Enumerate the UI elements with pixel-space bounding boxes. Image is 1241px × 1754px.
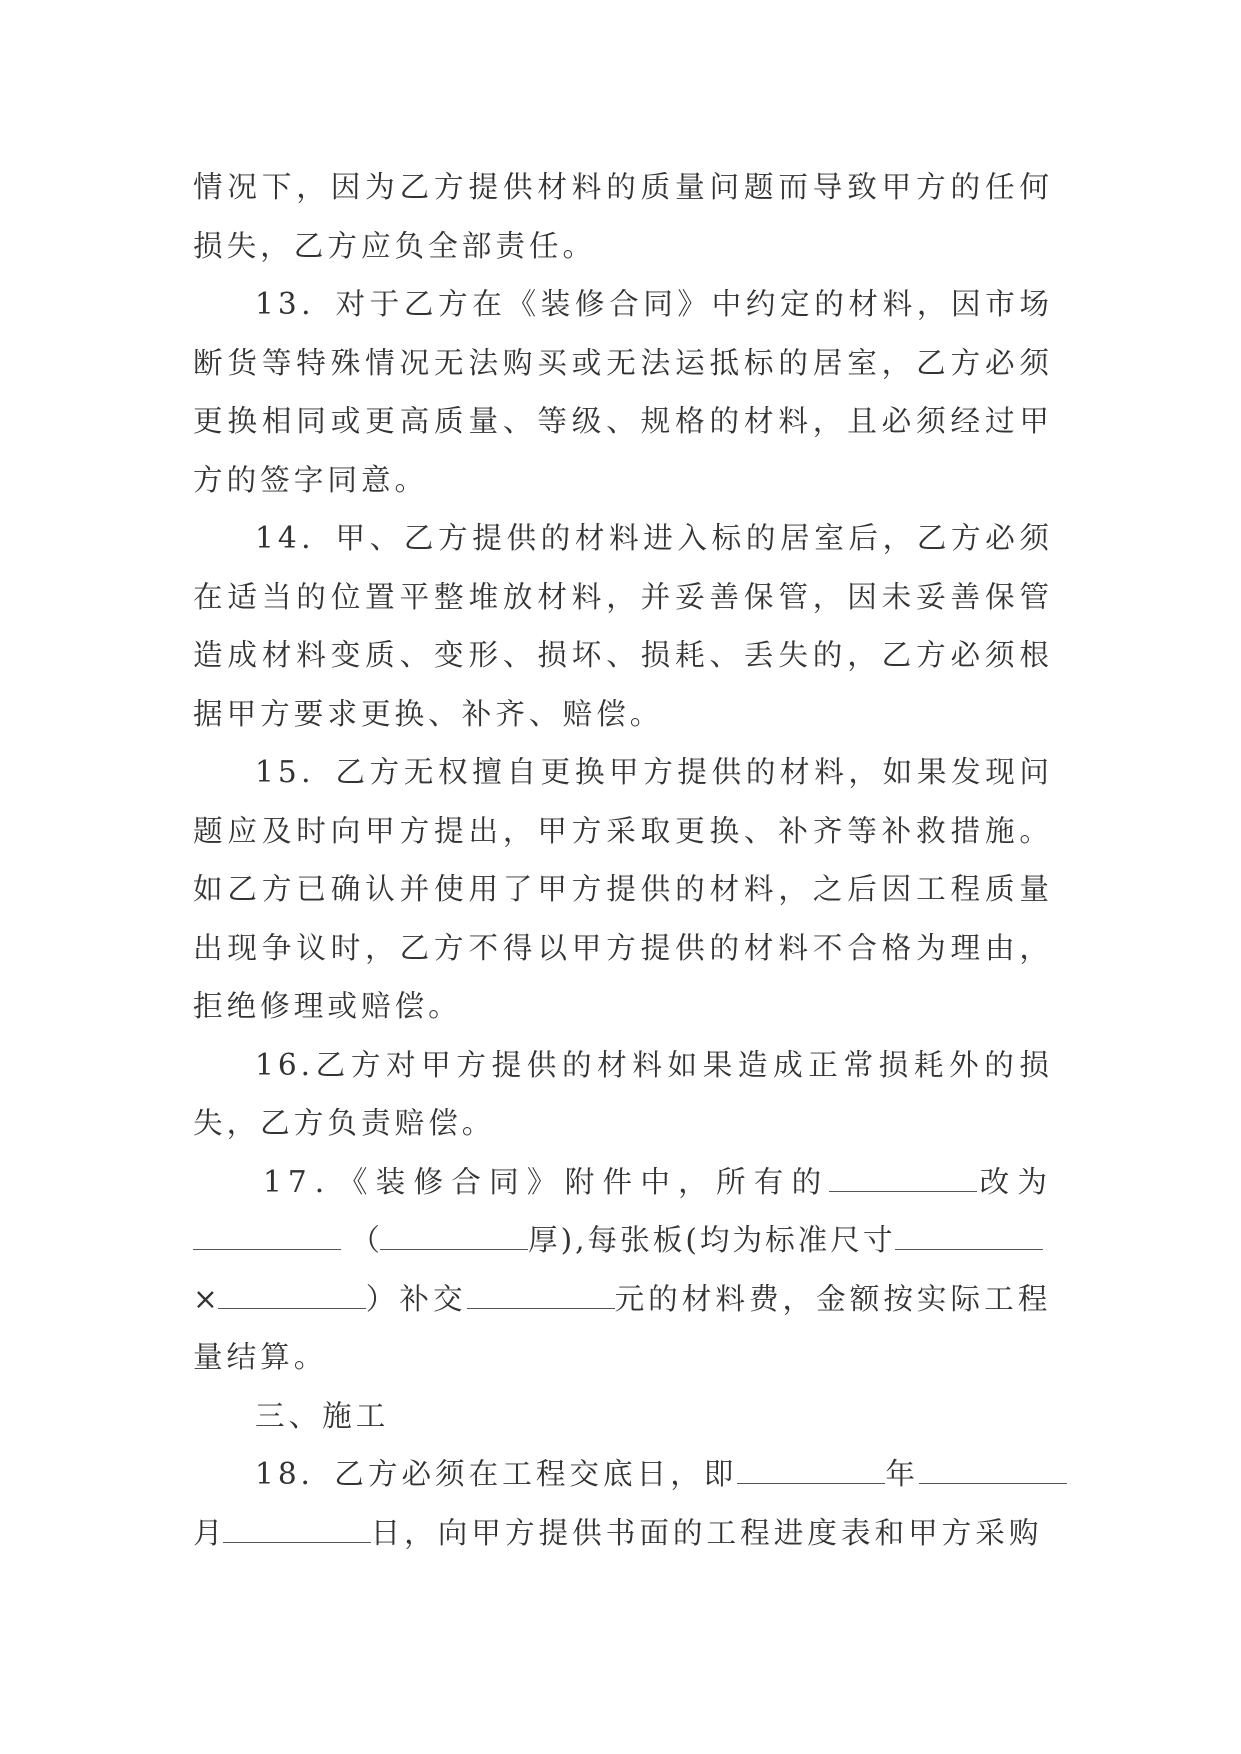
document-page — [193, 158, 1053, 1562]
paragraph-17-line-4 — [193, 1328, 1053, 1387]
paragraph-17-line-1 — [193, 1153, 1053, 1212]
paragraph-17-line-2 — [193, 1211, 1053, 1270]
paragraph-18-text-a: 18．乙方必须在工程交底日，即 — [255, 1457, 738, 1491]
paragraph-13: 13．对于乙方在《装修合同》中约定的材料，因市场断货等特殊情况无法购买或无法运抵标的居室，乙方必须更换相同或更高质量、等级、规格的材料，且必须经过甲方的签字同意。 — [193, 287, 1053, 497]
paragraph-17-text-c: （ — [350, 1223, 381, 1257]
paragraph-17-text-h: 量结算。 — [193, 1340, 328, 1374]
paragraph-16: 16.乙方对甲方提供的材料如果造成正常损耗外的损失，乙方负责赔偿。 — [193, 1047, 1053, 1140]
paragraph-18-text-d: 日，向甲方提供书面的工程进度表和甲方采购 — [370, 1515, 1043, 1550]
paragraph-17-text-e: × — [193, 1281, 218, 1316]
section-heading-construction: 三、施工 — [255, 1398, 390, 1433]
paragraph-17-text-a: 17．《装修合同》附件中，所有的 — [263, 1164, 830, 1199]
paragraph-18-text-c: 月 — [193, 1515, 223, 1550]
paragraph-17-text-g: 元的材料费，金额按实际工程 — [614, 1281, 1052, 1316]
paragraph-17-line-3 — [193, 1270, 1053, 1329]
paragraph-17 — [193, 1153, 1053, 1387]
blank-field[interactable] — [223, 1513, 371, 1542]
paragraph-12-continued: 情况下，因为乙方提供材料的质量问题而导致甲方的任何损失，乙方应负全部责任。 — [193, 170, 1053, 263]
paragraph-15: 15．乙方无权擅自更换甲方提供的材料，如果发现问题应及时向甲方提出，甲方采取更换、补齐等补救措施。如乙方已确认并使用了甲方提供的材料，之后因工程质量出现争议时，乙方不得以甲方提供的材料不合格为理由，拒绝修理或赔偿。 — [193, 755, 1053, 1023]
blank-field[interactable] — [895, 1221, 1043, 1250]
paragraph-18-line-2 — [193, 1504, 1053, 1563]
blank-field[interactable] — [193, 1221, 341, 1250]
paragraph-14: 14．甲、乙方提供的材料进入标的居室后，乙方必须在适当的位置平整堆放材料，并妥善保管，因未妥善保管造成材料变质、变形、损坏、损耗、丢失的，乙方必须根据甲方要求更换、补齐、赔偿。 — [193, 521, 1053, 731]
blank-field[interactable] — [218, 1279, 366, 1308]
blank-field[interactable] — [829, 1162, 977, 1191]
blank-field[interactable] — [467, 1279, 615, 1308]
blank-field[interactable] — [380, 1221, 528, 1250]
paragraph-17-text-b: 改为 — [977, 1164, 1054, 1199]
paragraph-17-text-d: 厚),每张板(均为标准尺寸 — [528, 1223, 896, 1257]
paragraph-17-text-f: ）补交 — [365, 1281, 467, 1316]
paragraph-18-text-b: 年 — [885, 1457, 919, 1491]
blank-field[interactable] — [919, 1455, 1067, 1484]
paragraph-18-line-1 — [193, 1445, 1053, 1504]
paragraph-18 — [193, 1445, 1053, 1562]
blank-field[interactable] — [737, 1455, 885, 1484]
